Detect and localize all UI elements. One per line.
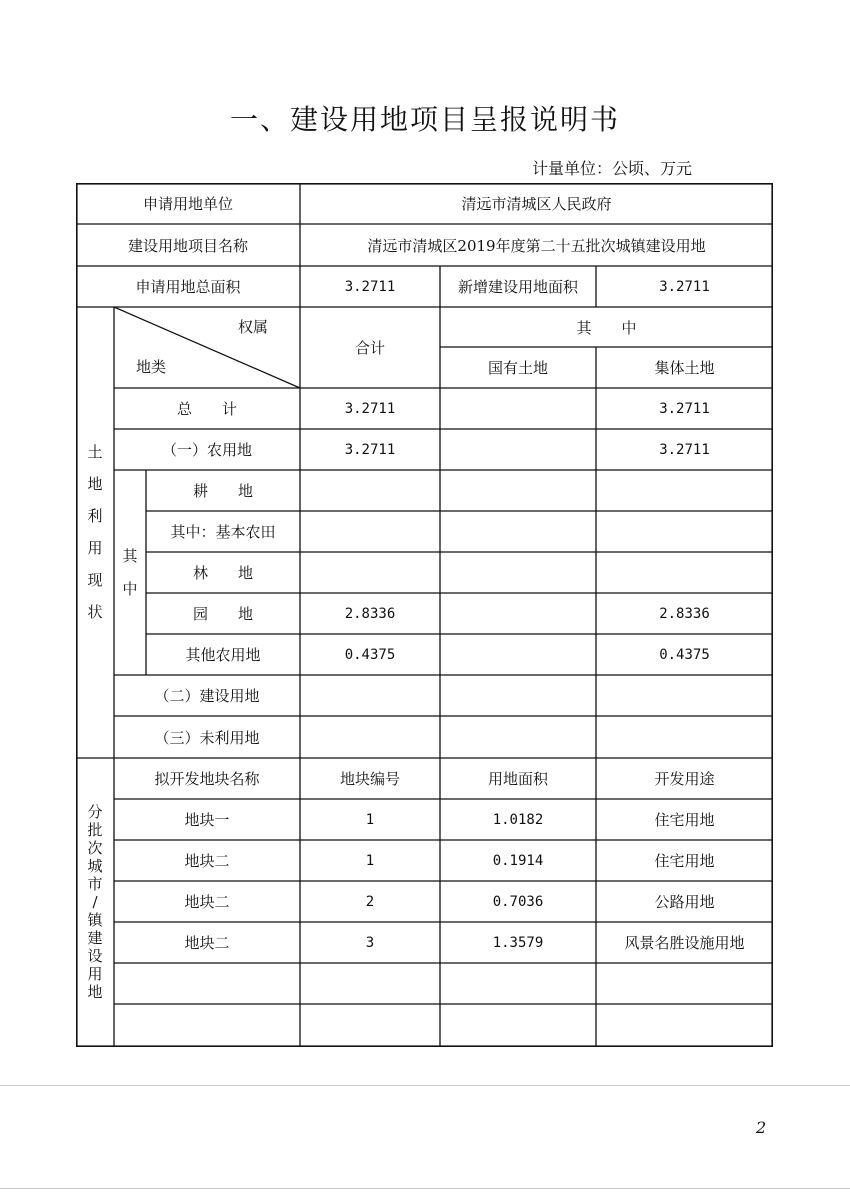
table-row-label: 总 计: [176, 400, 237, 418]
ownership-header: 权属: [237, 317, 268, 336]
report-table: [76, 183, 773, 1047]
table-cell-total: [300, 675, 440, 716]
page-title: 一、建设用地项目呈报说明书: [229, 103, 620, 136]
plot-number: [300, 963, 440, 1004]
plot-use: 住宅用地: [654, 852, 715, 870]
table-cell-state: [440, 511, 596, 552]
scan-artifact: [0, 1085, 850, 1086]
table-cell-state: [440, 593, 596, 634]
table-cell-total: [300, 511, 440, 552]
scan-artifact: [0, 1188, 850, 1189]
plot-number: 3: [365, 934, 375, 951]
unit-label: 计量单位：公顷、万元: [531, 159, 692, 178]
table-row-label: 耕 地: [192, 482, 253, 500]
table-cell-total: [300, 552, 440, 593]
table-cell-total: 2.8336: [344, 605, 396, 622]
plot-area: 0.7036: [492, 893, 544, 910]
table-cell-total: 0.4375: [344, 646, 396, 663]
table-row-label: 其中：基本农田: [170, 523, 276, 541]
plot-use-header: 开发用途: [654, 770, 715, 788]
plot-name: 地块二: [184, 852, 230, 870]
table-cell-total: [300, 470, 440, 511]
table-cell-total: 3.2711: [344, 441, 396, 458]
plot-use: [596, 963, 773, 1004]
page-number: 2: [756, 1118, 767, 1137]
plot-number: [300, 1004, 440, 1047]
table-cell-state: [440, 388, 596, 429]
plot-area: [440, 963, 596, 1004]
of-which-sub-label: 其 中: [122, 546, 138, 598]
table-cell-collective: 3.2711: [659, 400, 710, 417]
table-row-label: 园 地: [192, 605, 253, 623]
table-cell-collective: 3.2711: [659, 441, 710, 458]
plot-number: 1: [365, 852, 375, 869]
plot-name: [114, 1004, 300, 1047]
collective-land-header: 集体土地: [654, 359, 715, 377]
land-type-header: 地类: [135, 357, 166, 376]
table-cell-collective: 0.4375: [659, 646, 710, 663]
table-row-label: （三）未利用地: [154, 728, 260, 747]
plot-area-header: 用地面积: [487, 770, 548, 788]
table-cell-total: 3.2711: [344, 400, 396, 417]
total-area-value: 3.2711: [344, 278, 396, 295]
project-label: 建设用地项目名称: [127, 236, 248, 255]
plot-number-header: 地块编号: [339, 770, 400, 788]
new-area-label: 新增建设用地面积: [457, 278, 578, 296]
table-row-label: （一）农用地: [161, 441, 252, 459]
table-cell-total: [300, 716, 440, 758]
plots-section-label: 分 批 次 城 市 / 镇 建 设 用 地: [87, 803, 103, 1001]
table-row-label: 林 地: [192, 564, 253, 582]
table-row-label: （二）建设用地: [154, 687, 260, 705]
plot-name: [114, 963, 300, 1004]
plot-area: [440, 1004, 596, 1047]
table-cell-collective: [596, 470, 773, 511]
plot-area: 0.1914: [492, 852, 544, 869]
table-cell-state: [440, 675, 596, 716]
project-value: 清远市清城区2019年度第二十五批次城镇建设用地: [367, 236, 706, 255]
plot-use: 风景名胜设施用地: [624, 934, 745, 952]
plot-area: 1.0182: [492, 811, 544, 828]
plot-number: 2: [365, 893, 375, 910]
table-cell-collective: [596, 716, 773, 758]
plot-use: 公路用地: [654, 893, 715, 911]
table-cell-collective: [596, 675, 773, 716]
table-cell-collective: [596, 552, 773, 593]
of-which-header: 其 中: [576, 318, 637, 337]
plot-name-header: 拟开发地块名称: [154, 770, 260, 788]
land-use-section-label: 土 地 利 用 现 状: [87, 443, 103, 621]
plot-number: 1: [365, 811, 375, 828]
table-cell-collective: 2.8336: [659, 605, 710, 622]
plot-use: 住宅用地: [654, 811, 715, 829]
plot-name: 地块一: [184, 811, 230, 829]
total-column-header: 合计: [354, 339, 385, 357]
applicant-value: 清远市清城区人民政府: [461, 195, 612, 213]
plot-name: 地块二: [184, 934, 230, 952]
new-area-value: 3.2711: [659, 278, 710, 295]
table-row-label: 其他农用地: [185, 646, 261, 664]
total-area-label: 申请用地总面积: [135, 278, 241, 296]
table-cell-collective: [596, 511, 773, 552]
table-cell-state: [440, 552, 596, 593]
plot-area: 1.3579: [492, 934, 544, 951]
table-cell-state: [440, 716, 596, 758]
plot-name: 地块二: [184, 893, 230, 911]
table-cell-state: [440, 429, 596, 470]
plot-use: [596, 1004, 773, 1047]
table-cell-state: [440, 634, 596, 675]
applicant-label: 申请用地单位: [142, 195, 233, 213]
state-land-header: 国有土地: [487, 359, 548, 377]
table-cell-state: [440, 470, 596, 511]
